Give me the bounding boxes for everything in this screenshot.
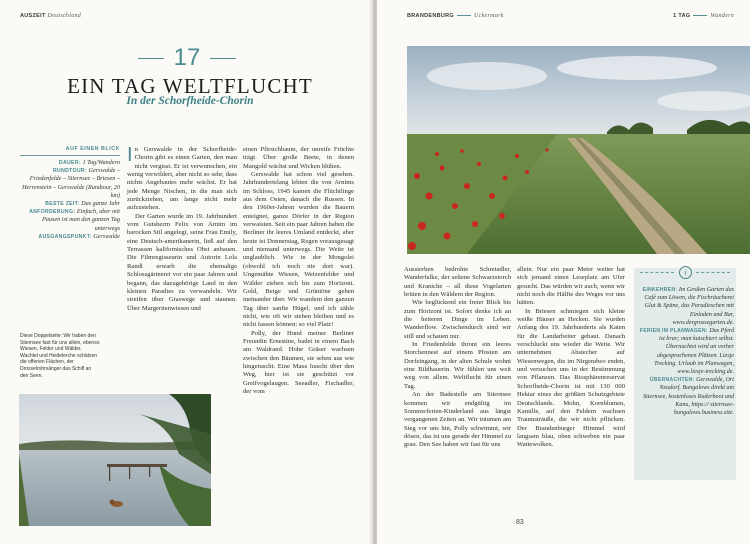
left-page xyxy=(0,0,373,544)
auf-einen-blick-box xyxy=(20,146,120,241)
paragraph: Wie beglückend ein freier Blick bis zum Horizont ist. Sofort denke ich an die heiteren Dinge im Leben. Wanderflow. Zwischendurch sind wir still und schauen nur. xyxy=(404,299,511,340)
left-section-label: AUSZEIT xyxy=(20,13,46,19)
rundtour-value: Gerswalde – Friedenfelde – Stiernsee – Briesen – Herrenstein – Gerswalde (Rundtour, 20 km) xyxy=(22,167,120,199)
info-box xyxy=(634,268,736,480)
auf-einen-blick-body xyxy=(20,159,120,241)
right-region-label: Uckermark xyxy=(474,13,504,19)
page-number: 83 xyxy=(516,519,524,526)
divider xyxy=(457,15,471,16)
paragraph: allein. Nur ein paar Meter weiter hat sich jemand einen Leseplatz am Ufer gesucht. Das würden wir auch, wenn wir nicht noch die Hälfte des Weges vor uns hätten. xyxy=(517,266,625,307)
lake-photo xyxy=(19,394,211,526)
chapter-number xyxy=(138,44,236,72)
right-column-1 xyxy=(404,266,511,450)
ausgangspunkt-value: Gerswalde xyxy=(93,232,120,240)
article-title: EIN TAG WELTFLUCHT xyxy=(67,74,313,98)
left-column-1 xyxy=(127,146,237,313)
type-label: Wandern xyxy=(710,13,734,19)
paragraph: Gerswalde hat schon viel gesehen. Jahrhundertelang lebten die von Arnims im Schloss, 1945 kamen die Flüchtlinge aus dem Osten, danach die Russen. In den 1960er-Jahren wurden die Bauern enteignet, ganze Dörfer in der Region verwaisten. Seit ein paar Jahren haben die Berliner ihr leeres Umland entdeckt, aber heute ist Donnerstag, Regen vorausgesagt und niemand unterwegs. Die Weite ist unglaublich. Wie in der Mongolei (obwohl ich noch nie dort war). Ungemähte Wiesen, Weizenfelder und Wälder ziehen sich bis zum Horizont. Gold, Beige und Grüntöne gehen ineinander über. Wir wandern den ganzen Tag über sanfte Hügel, und ich zähle nicht, wie oft wir stehen bleiben und es nicht fassen können: so viel Platz! xyxy=(243,171,354,329)
poppy-field-photo xyxy=(407,46,750,254)
photo-caption: Diese Doppelseite: Wir haben den Stiernsee fast für uns allein, ebenso Wiesen, Felder und Wälder. Wachtel und Heidelerche schätzen die offenen Flächen, der Drosselrohrsänger das Schilf an den Seen. xyxy=(20,333,100,379)
drop-cap: I xyxy=(127,144,133,166)
right-section-label: BRANDENBURG xyxy=(407,13,454,19)
chapter-rule-left xyxy=(138,58,164,59)
right-column-2 xyxy=(517,266,625,450)
chapter-number-text: 17 xyxy=(173,44,201,71)
chapter-rule-right xyxy=(210,58,236,59)
paragraph: Polly, der Hund meiner Berliner Freundin Ernestine, badet in einem Bach am Waldrand. Hohe Gräser wachsen zwischen den Bäumen, sie sehen aus wie hingetuscht. Eine Maus huscht über den Weg, hier ist sie geschützt vor Greifvogelaugen. Seeadler, Fischadler, der vom xyxy=(243,329,354,395)
anforderung-value: Einfach, aber mit Pausen ist man den ganzen Tag unterwegs xyxy=(42,208,120,232)
einkehren-text: Im Großen Garten das Café zum Löwen, die Fischräucherei Glut & Späne, das Paradieschen mit Einladen und Bar, www.dergrossegarten.de. xyxy=(644,287,734,326)
right-running-head-tag xyxy=(673,13,734,19)
uebernachten-label: ÜBERNACHTEN: xyxy=(649,377,695,384)
ferien-label: FERIEN IM PLANWAGEN: xyxy=(639,328,708,335)
paragraph: einen Pfirsichbaum, der unreife Früchte trägt. Über große Beete, in denen Mangold wächst und Wicken blühen. xyxy=(243,146,354,170)
ausgangspunkt-label: AUSGANGSPUNKT: xyxy=(38,233,92,240)
paragraph: Der Garten wurde im 19. Jahrhundert vom Gutsherrn Felix von Arnim im barocken Stil angelegt, seine Frau Emily, eine Deutsch-amerikanerin, ließ auf den Terrassen kalifornisches Obst anbauen. Die Filmregisseurin und Autorin Lola Randl erwarb die ehemalige Schlossgärtnerei vor ein paar Jahren und begann, das dazugehörige Land in den kleinen Paradies zu verwandeln. Wir streifen über Graswege und staunen. Über Margeritenwiesen und xyxy=(127,212,237,312)
paragraph xyxy=(127,146,237,213)
right-running-head xyxy=(407,13,504,19)
divider xyxy=(640,272,674,273)
left-running-head xyxy=(20,13,81,19)
left-region-label: Deutschland xyxy=(47,13,82,19)
beste-zeit-value: Das ganze Jahr xyxy=(81,200,120,208)
tag-label: 1 TAG xyxy=(673,13,691,19)
uebernachten-text: Gerswalde, Ort Neudorf. Bungalows direkt am Stiernsee, kostenloses Ruderboot und Kanu, https:// stiernsee-bungalows.business.site. xyxy=(642,377,734,417)
left-column-2 xyxy=(243,146,354,396)
info-icon: i xyxy=(679,266,692,279)
divider xyxy=(696,272,730,273)
divider xyxy=(20,155,120,156)
anforderung-label: ANFORDERUNG: xyxy=(29,209,76,216)
paragraph: An der Badestelle am Stiernsee kommen wir endgültig im Sommerferien-Kinderland aus längst vergangenen Zeiten an. Wir träumen am Steg vor uns hin, Polly schwimmt, wir dösen, das ist uns gerade der Himmel zu grau. Den See haben wir fast für uns xyxy=(404,391,511,449)
paragraph: In Briesen schmiegen sich kleine weiße Häuser an Hecken. Sie wurden Anfang des 19. Jahrhunderts als Katen für die Landarbeiter gebaut. Danach verschluckt uns wieder die Weite. Wir unternehmen Abstecher auf Wiesenwegen, die im Nirgendwo enden, und versuchen uns in der Bestimmung von Pflanzen. Das Biosphärenreservat Schorfheide-Chorin ist mit 130 000 Hektar eines der größten Schutzgebiete Deutschlands. Mohn, Kornblumen, Kamille, auf den Feldern wachsen Traumsträuße, die wir nicht pflücken. Der Brandenburger Himmel wird langsam blau, oben schweben ein paar Wattewolken. xyxy=(517,307,625,449)
dauer-value: 1 Tag/Wandern xyxy=(82,159,120,166)
ferien-text: Das Pferd ist brav; man kutschiert selbst. Übernachtet wird an vorher abgesprochenen Plätzen. Liesje Trecking. Urlaub im Planwagen, www.liesje-trecking.de. xyxy=(654,328,734,376)
beste-zeit-label: BESTE ZEIT: xyxy=(45,201,80,208)
paragraph: In Friedenfelde thront ein leeres Storchennest auf einem Pfosten am Dorfeingang, in der alten Schule wohnt eine Bildhauerin. Wir fühlen uns weit weg von allem. Weltflucht für einen Tag. xyxy=(404,341,511,390)
divider xyxy=(693,15,707,16)
dauer-label: DAUER: xyxy=(58,160,81,166)
info-box-body xyxy=(638,286,734,417)
article-subtitle: In der Schorfheide-Chorin xyxy=(126,95,254,107)
rundtour-label: RUNDTOUR: xyxy=(52,168,87,175)
einkehren-label: EINKEHREN: xyxy=(642,287,678,293)
paragraph: Aussterben bedrohte Schreiadler, Wanderfalke, der seltene Schwarzstorch und Kraniche – all diese Vogelarten brüten in den Wäldern der Region. xyxy=(404,266,511,299)
auf-einen-blick-heading: AUF EINEN BLICK xyxy=(65,146,120,152)
paragraph-text: n Gerswalde in der Schorfheide-Chorin gibt es einen Garten, den man nicht vergisst. Er ist verwunschen, ein wenig verwildert, aber nicht so sehr, dass nichts Angebautes mehr wächst. Er hat jede Menge Nischen, in die man sich zurückziehen, um lange nicht mehr aufzustehen. xyxy=(127,146,237,212)
